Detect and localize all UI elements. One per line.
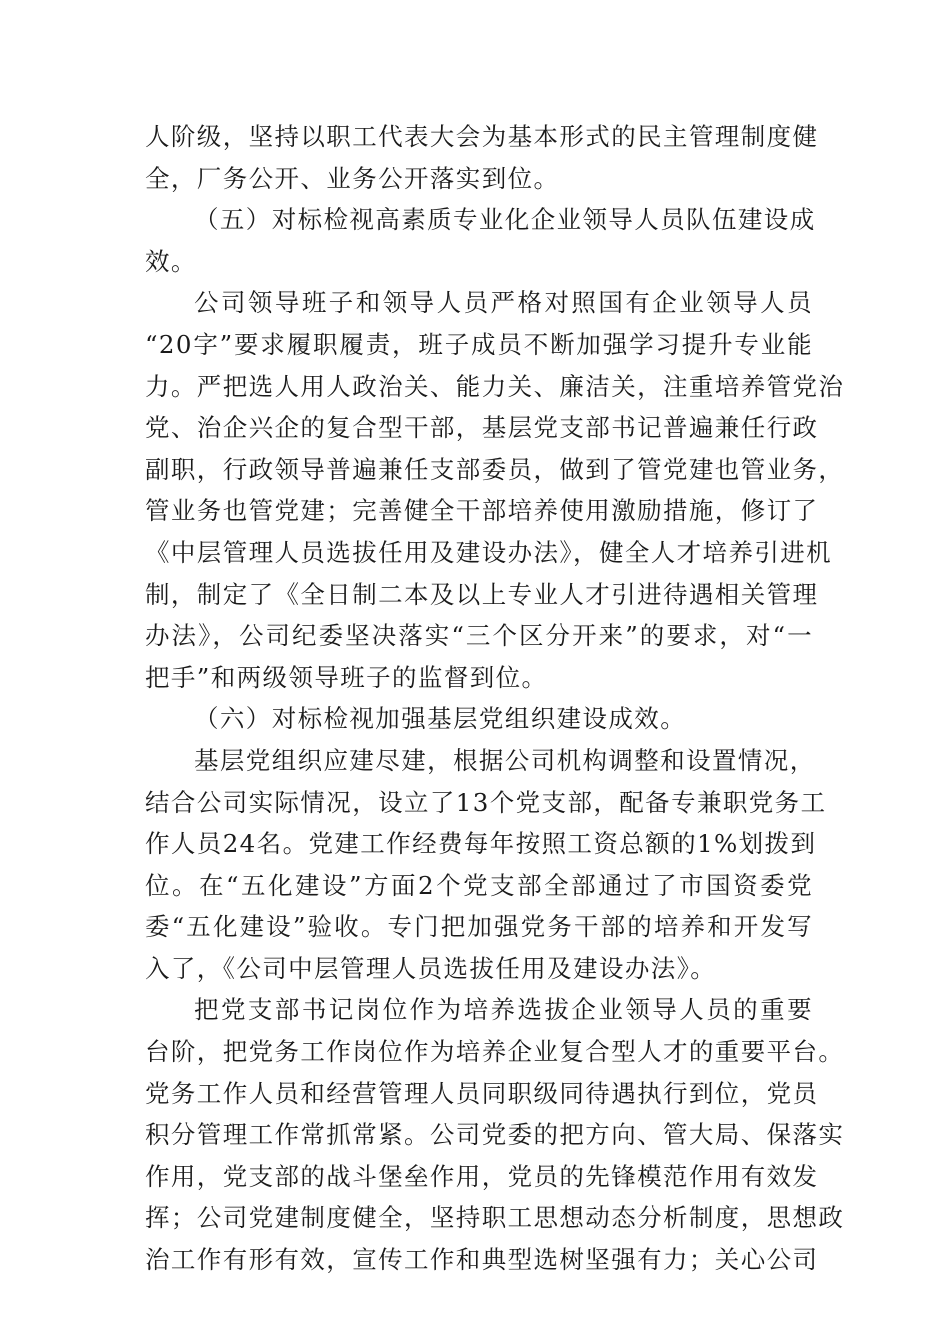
text-line: 力。严把选人用人政治关、能力关、廉洁关，注重培养管党治 [145, 371, 845, 401]
text-line: 挥；公司党建制度健全，坚持职工思想动态分析制度，思想政 [145, 1203, 845, 1233]
text-line: 管业务也管党建；完善健全干部培养使用激励措施，修订了 [145, 496, 819, 526]
text-line: 位。在“五化建设”方面2个党支部全部通过了市国资委党 [145, 870, 813, 900]
text-line: 效。 [145, 246, 197, 276]
paragraph-grassroots-organization [145, 740, 827, 990]
text-line: 副职，行政领导普遍兼任支部委员，做到了管党建也管业务， [145, 454, 845, 484]
text-line: 入了，《公司中层管理人员选拔任用及建设办法》。 [145, 953, 717, 983]
text-line: 《中层管理人员选拔任用及建设办法》，健全人才培养引进机 [145, 537, 833, 567]
text-line: 作用，党支部的战斗堡垒作用，党员的先锋模范作用有效发 [145, 1161, 819, 1191]
text-line: 制，制定了《全日制二本及以上专业人才引进待遇相关管理 [145, 579, 819, 609]
text-line: 全，厂务公开、业务公开落实到位。 [145, 163, 560, 193]
text-line: 积分管理工作常抓常紧。公司党委的把方向、管大局、保落实 [145, 1120, 845, 1150]
text-line: 党、治企兴企的复合型干部，基层党支部书记普遍兼任行政 [145, 413, 819, 443]
text-line: （六）对标检视加强基层党组织建设成效。 [194, 704, 687, 734]
section-heading-6 [145, 698, 813, 740]
text-line: 基层党组织应建尽建，根据公司机构调整和设置情况， [194, 745, 816, 775]
text-line: 作人员24名。党建工作经费每年按照工资总额的1%划拨到 [145, 829, 817, 859]
text-line: 结合公司实际情况，设立了13个党支部，配备专兼职党务工 [145, 787, 827, 817]
text-line: 办法》，公司纪委坚决落实“三个区分开来”的要求，对“一 [145, 621, 813, 651]
text-line: 把党支部书记岗位作为培养选拔企业领导人员的重要 [194, 995, 813, 1025]
section-heading-5 [145, 199, 816, 282]
text-line: 台阶，把党务工作岗位作为培养企业复合型人才的重要平台。 [145, 1037, 845, 1067]
paragraph-leadership [145, 282, 845, 698]
text-line: 把手”和两级领导班子的监督到位。 [145, 662, 548, 692]
paragraph-democratic-management [145, 116, 819, 199]
document-body [145, 116, 845, 1281]
text-line: 党务工作人员和经营管理人员同职级同待遇执行到位，党员 [145, 1078, 819, 1108]
text-line: 治工作有形有效，宣传工作和典型选树坚强有力；关心公司 [145, 1245, 819, 1275]
text-line: （五）对标检视高素质专业化企业领导人员队伍建设成 [194, 205, 816, 235]
text-line: “20字”要求履职履责，班子成员不断加强学习提升专业能 [145, 329, 813, 359]
paragraph-party-branch-secretary [145, 989, 845, 1280]
text-line: 人阶级，坚持以职工代表大会为基本形式的民主管理制度健 [145, 122, 819, 151]
text-line: 委“五化建设”验收。专门把加强党务干部的培养和开发写 [145, 912, 813, 942]
text-line: 公司领导班子和领导人员严格对照国有企业领导人员 [194, 288, 813, 318]
